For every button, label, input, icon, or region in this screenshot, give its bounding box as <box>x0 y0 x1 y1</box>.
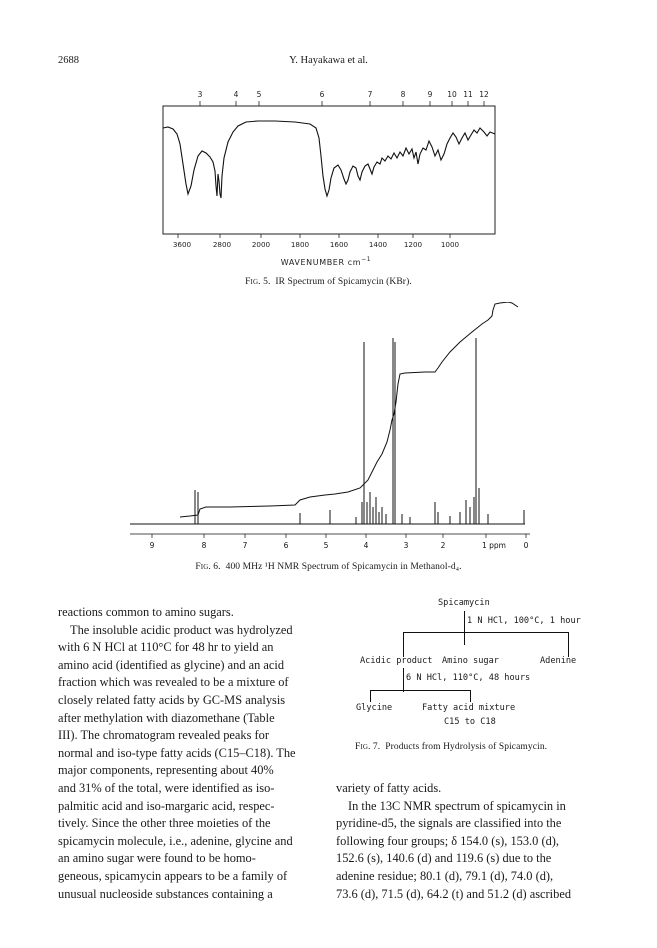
ppm-tick-label: 2 <box>440 541 446 550</box>
text-line: closely related fatty acids by GC-MS analysis <box>58 692 286 707</box>
text-line: major components, representing about 40% <box>58 763 274 778</box>
bottom-tick-label: 3600 <box>172 240 192 249</box>
scheme-step1: 1 N HCl, 100°C, 1 hour <box>467 616 581 626</box>
page-number: 2688 <box>58 55 79 66</box>
text-line: reactions common to amino sugars. <box>58 605 234 619</box>
ppm-tick-label: 0 <box>523 541 529 550</box>
bottom-tick-label: 1400 <box>368 240 388 249</box>
scheme-fatty-acid-mixture: Fatty acid mixture <box>422 703 516 713</box>
ppm-tick-label: 7 <box>242 541 248 550</box>
ppm-tick-label: 9 <box>149 541 155 550</box>
text-line: normal and iso-type fatty acids (C15–C18). The <box>58 745 296 760</box>
ppm-tick-label: 1 ppm <box>482 541 506 550</box>
top-tick-label: 6 <box>319 90 325 99</box>
ppm-tick-label: 8 <box>201 541 207 550</box>
scheme-step2: 6 N HCl, 110°C, 48 hours <box>406 673 531 683</box>
bottom-tick-label: 2000 <box>251 240 271 249</box>
integration-curve <box>180 302 518 517</box>
text-line: palmitic acid and iso-margaric acid, respec- <box>58 798 275 813</box>
text-line: 152.6 (s), 140.6 (d) and 119.6 (s) due to the <box>336 851 552 866</box>
top-tick-label: 12 <box>479 90 489 99</box>
fig6-caption: Fig. 6. 400 MHz ¹H NMR Spectrum of Spicamycin in Methanol-d₄. <box>195 562 462 572</box>
top-tick-label: 10 <box>447 90 457 99</box>
top-tick-label: 3 <box>197 90 203 99</box>
nmr-spectrum-figure <box>120 302 540 554</box>
ppm-tick-label: 6 <box>283 541 289 550</box>
top-tick-label: 11 <box>463 90 473 99</box>
scheme-acidic-product: Acidic product <box>360 656 433 666</box>
text-line: fraction which was revealed to be a mixture of <box>58 675 289 690</box>
text-line: 73.6 (d), 71.5 (d), 64.2 (t) and 51.2 (d) ascribed <box>336 886 572 901</box>
scheme-adenine: Adenine <box>540 656 577 666</box>
text-line: spicamycin molecule, i.e., adenine, glycine and <box>58 833 293 848</box>
bottom-tick-label: 1600 <box>329 240 349 249</box>
text-line: after methylation with diazomethane (Table <box>58 710 275 725</box>
ir-spectrum-figure <box>150 86 510 276</box>
scheme-glycine: Glycine <box>356 703 393 713</box>
text-line: pyridine-d5, the signals are classified into the <box>336 816 562 831</box>
bottom-tick-label: 1200 <box>403 240 423 249</box>
fig7-caption: Fig. 7. Products from Hydrolysis of Spicamycin. <box>355 742 548 752</box>
bottom-tick-label: 1000 <box>440 240 460 249</box>
top-tick-label: 9 <box>427 90 433 99</box>
running-head: Y. Hayakawa et al. <box>289 55 368 66</box>
text-line: geneous, spicamycin appears to be a family of <box>58 868 288 883</box>
top-tick-label: 7 <box>367 90 373 99</box>
left-column-text <box>58 604 323 903</box>
text-line: The insoluble acidic product was hydrolyzed <box>70 622 293 637</box>
bottom-tick-label: 1800 <box>290 240 310 249</box>
text-line: following four groups; δ 154.0 (s), 153.0 (d), <box>336 833 559 848</box>
text-line: unusual nucleoside substances containing a <box>58 886 273 901</box>
ppm-tick-label: 5 <box>323 541 329 550</box>
text-line: tively. Since the other three moieties of the <box>58 816 271 831</box>
text-line: variety of fatty acids. <box>336 781 442 795</box>
scheme-amino-sugar: Amino sugar <box>442 656 499 666</box>
ir-trace <box>163 121 495 198</box>
right-column-text <box>336 780 606 903</box>
text-line: with 6 N HCl at 110°C for 48 hr to yield an <box>58 640 274 655</box>
scheme-spicamycin: Spicamycin <box>438 598 490 608</box>
fig5-caption: Fig. 5. IR Spectrum of Spicamycin (KBr). <box>245 277 412 287</box>
scheme-carbon-range: C15 to C18 <box>444 717 496 727</box>
hydrolysis-scheme <box>330 598 600 738</box>
text-line: In the 13C NMR spectrum of spicamycin in <box>348 798 566 813</box>
text-line: an amino sugar were found to be homo- <box>58 851 256 866</box>
text-line: and 31% of the total, were identified as iso- <box>58 780 275 795</box>
text-line: adenine residue; 80.1 (d), 79.1 (d), 74.0 (d), <box>336 868 554 883</box>
text-line: III). The chromatogram revealed peaks for <box>58 728 269 743</box>
top-tick-label: 4 <box>233 90 239 99</box>
ppm-tick-label: 3 <box>403 541 409 550</box>
text-line: amino acid (identified as glycine) and an acid <box>58 657 285 672</box>
top-tick-label: 5 <box>256 90 262 99</box>
ir-axis-label: WAVENUMBER $cm^{-1}$ <box>280 256 372 267</box>
ir-plot-frame <box>163 106 495 234</box>
top-tick-label: 8 <box>400 90 406 99</box>
ppm-tick-label: 4 <box>363 541 369 550</box>
bottom-tick-label: 2800 <box>212 240 232 249</box>
